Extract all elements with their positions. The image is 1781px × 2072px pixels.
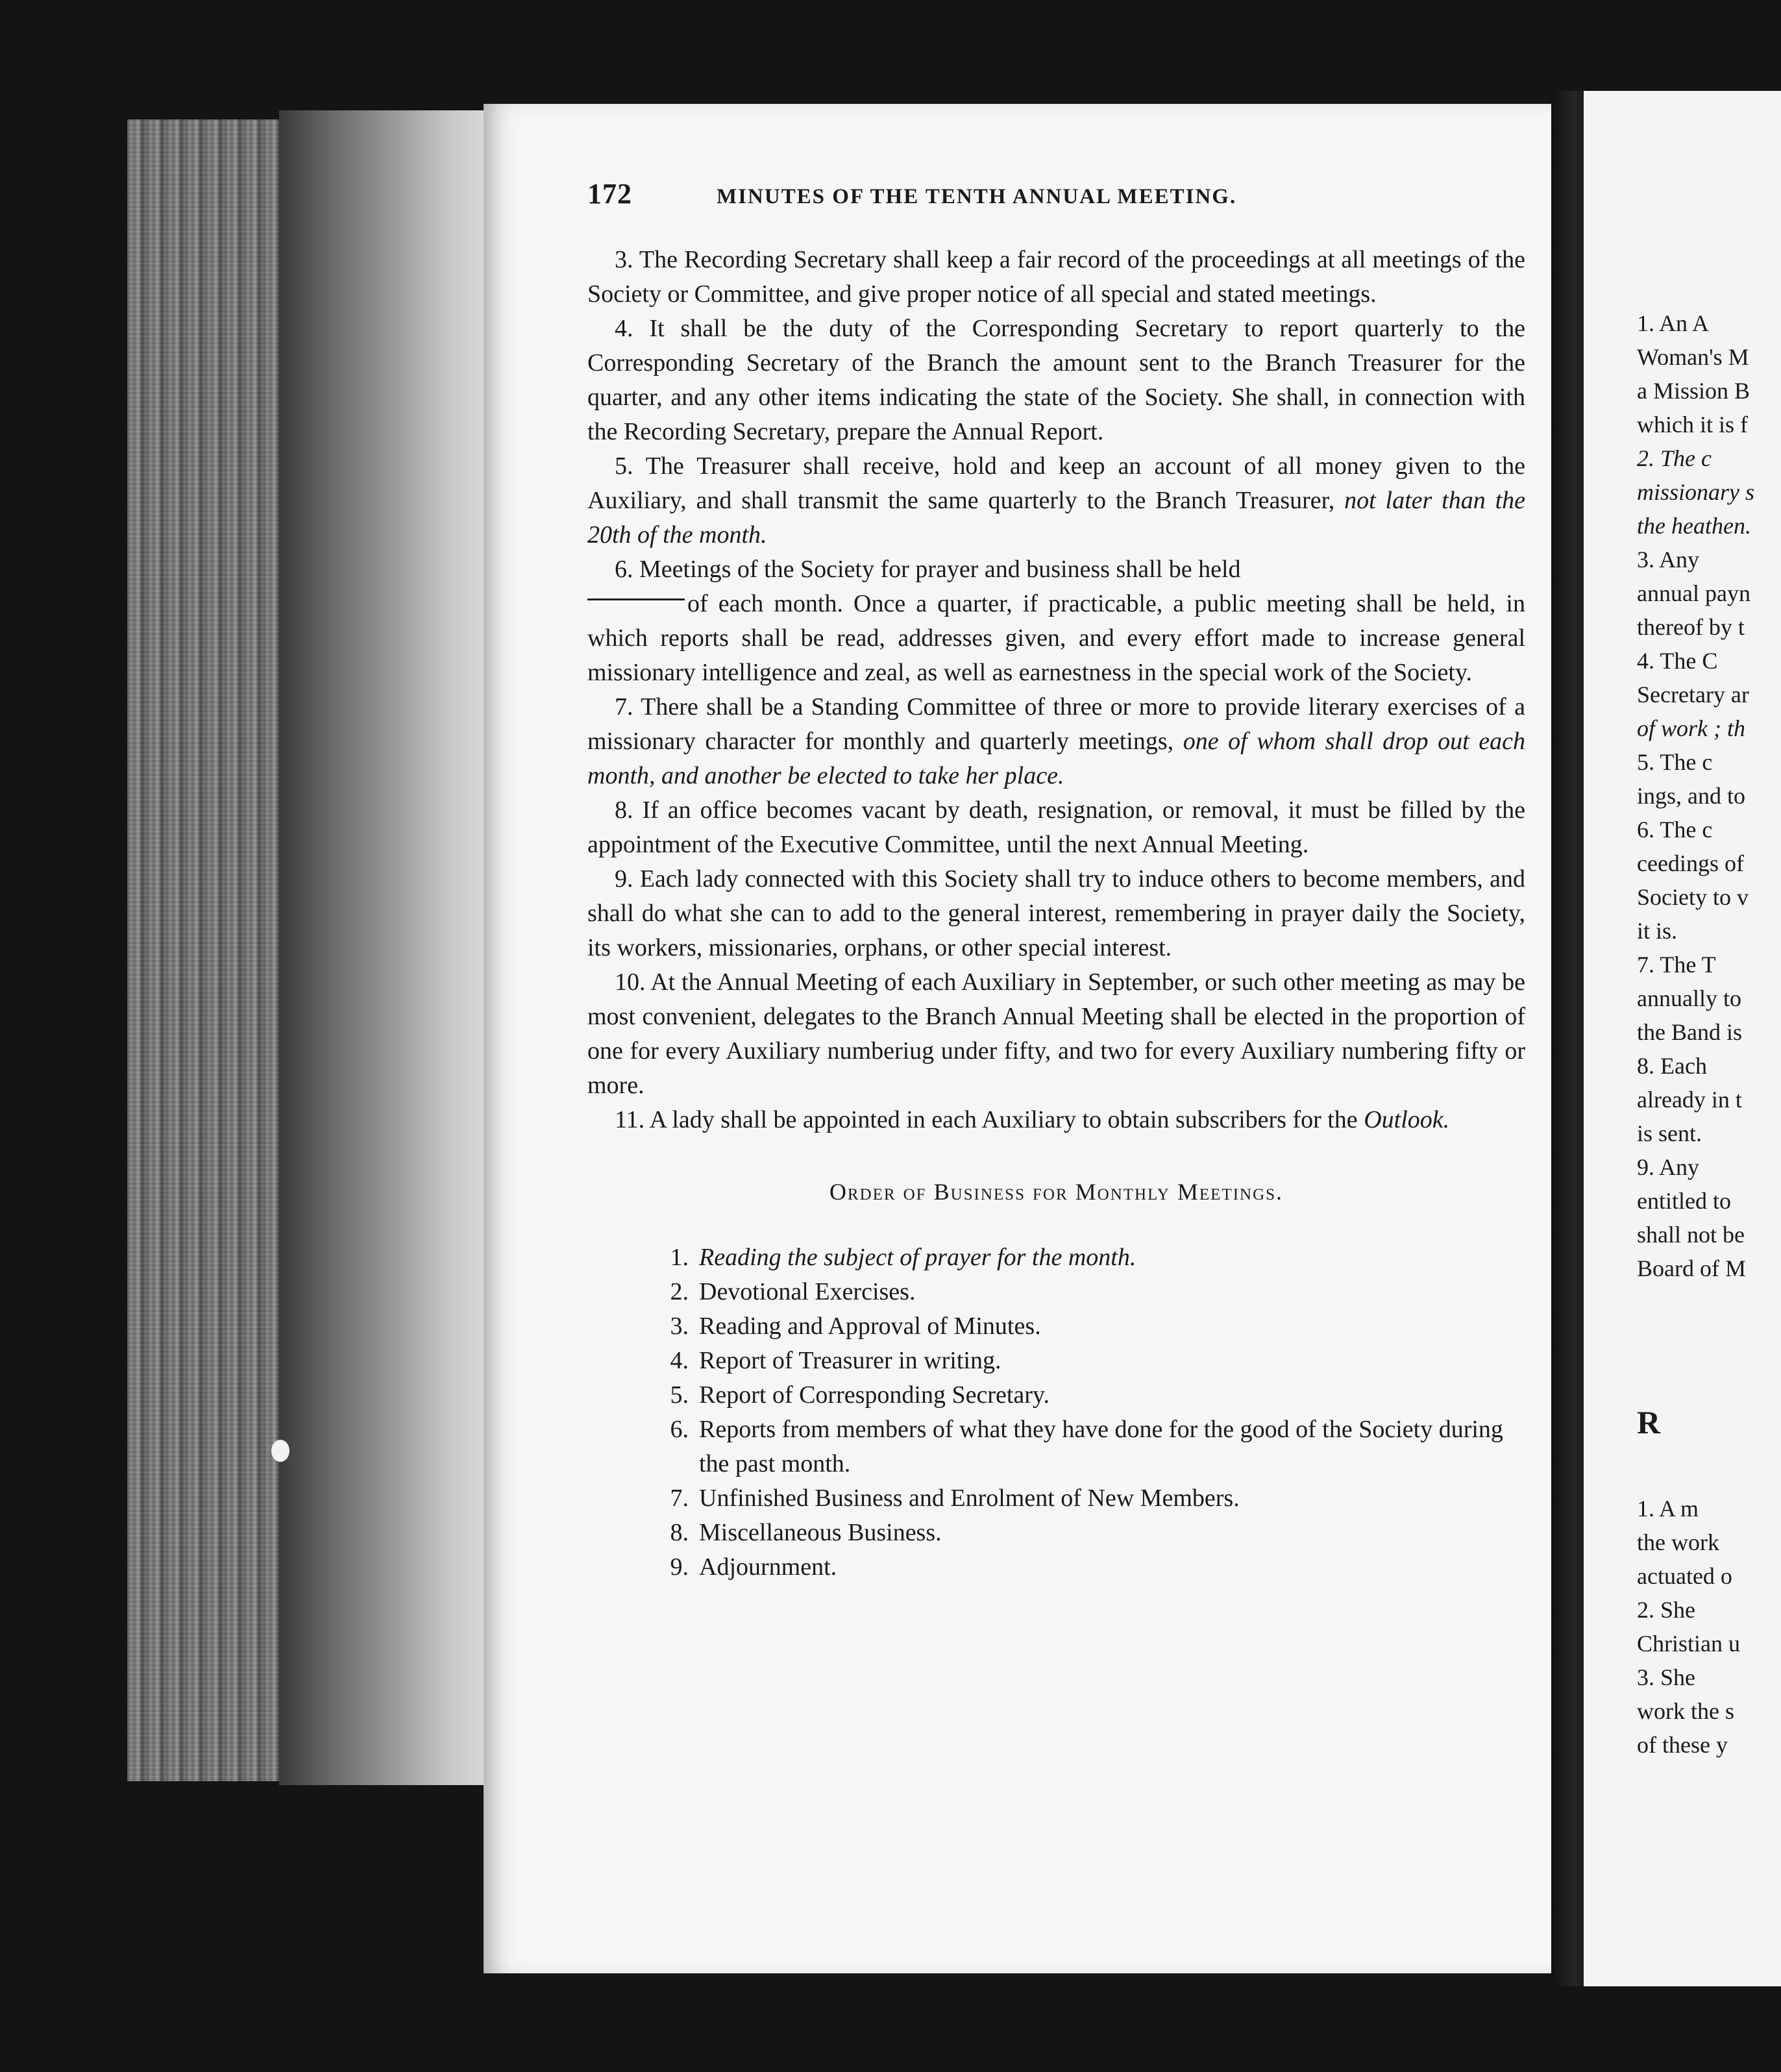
right-page-line: actuated o: [1637, 1563, 1732, 1589]
right-page-line: 4. The C: [1637, 648, 1718, 674]
right-page-line: it is.: [1637, 918, 1678, 944]
order-item-number: 5.: [670, 1381, 689, 1409]
right-page-line: shall not be: [1637, 1222, 1745, 1248]
right-page-line: Christian u: [1637, 1631, 1740, 1657]
order-item-text: Report of Corresponding Secretary.: [699, 1381, 1050, 1409]
right-page-line: 1. An A: [1637, 310, 1710, 336]
paper-speck: [271, 1440, 289, 1462]
right-page-line: missionary s: [1637, 479, 1755, 505]
right-page-line: Society to v: [1637, 884, 1749, 910]
order-item-text: Reading and Approval of Minutes.: [699, 1313, 1041, 1340]
order-of-business-list: [587, 1240, 1525, 1585]
blank-line: [587, 598, 685, 600]
order-item: [652, 1344, 1525, 1378]
spacer: [1637, 1285, 1781, 1319]
right-page-line: thereof by t: [1637, 614, 1745, 640]
right-page-line: work the s: [1637, 1698, 1734, 1724]
order-item-number: 4.: [670, 1347, 689, 1374]
order-item-number: 8.: [670, 1519, 689, 1546]
right-page-line: 7. The T: [1637, 952, 1716, 978]
right-page-line: Board of M: [1637, 1255, 1746, 1281]
right-page-line: of work ; th: [1637, 715, 1745, 741]
order-item: [652, 1240, 1525, 1275]
bylaw-paragraph-p11: [587, 1103, 1525, 1137]
right-page-line: is sent.: [1637, 1120, 1702, 1146]
right-page-line: annually to: [1637, 985, 1741, 1011]
order-item-text: Unfinished Business and Enrolment of New Members.: [699, 1485, 1240, 1512]
paragraph-text: Outlook.: [1364, 1106, 1450, 1133]
order-of-business-title: Order of Business for Monthly Meetings.: [829, 1179, 1284, 1205]
right-page-line: 9. Any: [1637, 1154, 1700, 1180]
order-item-number: 7.: [670, 1485, 689, 1512]
paragraph-text: of each month. Once a quarter, if practicable, a public meeting shall be held, in which reports shall be read, addresses given, and every effort made to increase general missionary intelligence and zeal, as well as earnestness in the special work of the Society.: [587, 590, 1525, 686]
right-page-heading-fragment: R: [1637, 1404, 1661, 1440]
right-page-line: of these y: [1637, 1732, 1728, 1758]
order-item-number: 3.: [670, 1313, 689, 1340]
right-page-text: [1637, 306, 1781, 1762]
bylaw-paragraph-p6b: [587, 587, 1525, 690]
right-page-line: the Band is: [1637, 1019, 1742, 1045]
right-page-line: Woman's M: [1637, 344, 1749, 370]
order-item-number: 6.: [670, 1416, 689, 1443]
bylaw-paragraph-p3: [587, 243, 1525, 312]
right-page-line: 2. She: [1637, 1597, 1695, 1623]
order-item-text: Reading the subject of prayer for the month.: [699, 1244, 1136, 1271]
spacer: [1637, 1458, 1781, 1492]
bylaw-paragraph-p8: [587, 793, 1525, 862]
right-page-line: entitled to: [1637, 1188, 1731, 1214]
bylaw-paragraph-p4: [587, 312, 1525, 449]
paragraph-text: 7. There shall be a Standing Committee of three or more to provide literary exercises of a missionary character for monthly and quarterly meetings,: [587, 693, 1525, 755]
order-item: [652, 1309, 1525, 1344]
order-item: [652, 1550, 1525, 1585]
page-number: 172: [587, 178, 632, 210]
right-page-line: the heathen.: [1637, 513, 1751, 539]
bylaw-paragraphs: [587, 243, 1525, 1137]
paragraph-text: one of whom shall drop out each month, and another be elected to take her place.: [587, 728, 1525, 789]
bylaw-paragraph-p9: [587, 862, 1525, 965]
bylaw-paragraph-p5: [587, 449, 1525, 552]
order-item-number: 2.: [670, 1278, 689, 1305]
right-page-line: already in t: [1637, 1087, 1742, 1113]
right-page-line: 2. The c: [1637, 445, 1712, 471]
page-fold-shadow: [279, 110, 493, 1785]
spacer: [1637, 1319, 1781, 1353]
right-page-line: ceedings of: [1637, 850, 1744, 876]
order-item: [652, 1481, 1525, 1516]
order-item: [652, 1275, 1525, 1309]
paragraph-text: 6. Meetings of the Society for prayer and business shall be held: [615, 556, 1241, 583]
bylaw-paragraph-p10: [587, 965, 1525, 1103]
right-page-line: 3. She: [1637, 1664, 1695, 1690]
paragraph-text: not later than the 20th of the month.: [587, 487, 1525, 549]
right-page-line: 1. A m: [1637, 1496, 1699, 1522]
order-item: [652, 1378, 1525, 1412]
right-page-line: the work: [1637, 1529, 1719, 1555]
order-item: [652, 1412, 1525, 1481]
paragraph-text: 8. If an office becomes vacant by death, resignation, or removal, it must be filled by the appointment of the Executive Committee, until the next Annual Meeting.: [587, 796, 1525, 858]
paragraph-text: 3. The Recording Secretary shall keep a fair record of the proceedings at all meetings of the Society or Committee, and give proper notice of all special and stated meetings.: [587, 246, 1525, 308]
right-page-line: Secretary ar: [1637, 682, 1749, 708]
right-page-line: ings, and to: [1637, 783, 1745, 809]
order-item-number: 1.: [670, 1244, 689, 1271]
right-page-line: 3. Any: [1637, 547, 1700, 573]
paragraph-text: 10. At the Annual Meeting of each Auxiliary in September, or such other meeting as may be most convenient, delegates to the Branch Annual Meeting shall be elected in the proportion of one for every Auxiliary numberiug under fifty, and two for every Auxiliary numbering fifty or more.: [587, 968, 1525, 1099]
order-item-text: Devotional Exercises.: [699, 1278, 916, 1305]
left-page-text: [587, 177, 1525, 1585]
right-page-line: 5. The c: [1637, 749, 1713, 775]
order-item: [652, 1516, 1525, 1550]
page-header: [587, 177, 1525, 214]
order-item-text: Miscellaneous Business.: [699, 1519, 942, 1546]
right-page-line: which it is f: [1637, 412, 1748, 438]
order-item-text: Report of Treasurer in writing.: [699, 1347, 1001, 1374]
paragraph-text: 9. Each lady connected with this Society shall try to induce others to become members, and shall do what she can to add to the general interest, remembering in prayer daily the Society, its workers, missionaries, orphans, or other special interest.: [587, 865, 1525, 961]
right-page-line: 8. Each: [1637, 1053, 1707, 1079]
spacer: [1637, 1353, 1781, 1387]
paragraph-text: 11. A lady shall be appointed in each Auxiliary to obtain subscribers for the: [615, 1106, 1364, 1133]
right-page-line: a Mission B: [1637, 378, 1750, 404]
order-item-text: Reports from members of what they have done for the good of the Society during the past month.: [699, 1416, 1503, 1477]
paragraph-text: 4. It shall be the duty of the Corresponding Secretary to report quarterly to the Corresponding Secretary of the Branch the amount sent to the Branch Treasurer for the quarter, and any other items indicating the state of the Society. She shall, in connection with the Recording Secretary, prepare the Annual Report.: [587, 315, 1525, 445]
order-item-text: Adjournment.: [699, 1553, 837, 1581]
right-page-line: 6. The c: [1637, 817, 1713, 843]
bylaw-paragraph-p7: [587, 690, 1525, 793]
bylaw-paragraph-p6a: [587, 552, 1525, 587]
right-page-line: annual payn: [1637, 580, 1750, 606]
paragraph-text: 5. The Treasurer shall receive, hold and keep an account of all money given to the Auxiliary, and shall transmit the same quarterly to the Branch Treasurer,: [587, 452, 1525, 514]
order-item-number: 9.: [670, 1553, 689, 1581]
running-title: MINUTES OF THE TENTH ANNUAL MEETING.: [717, 185, 1237, 208]
